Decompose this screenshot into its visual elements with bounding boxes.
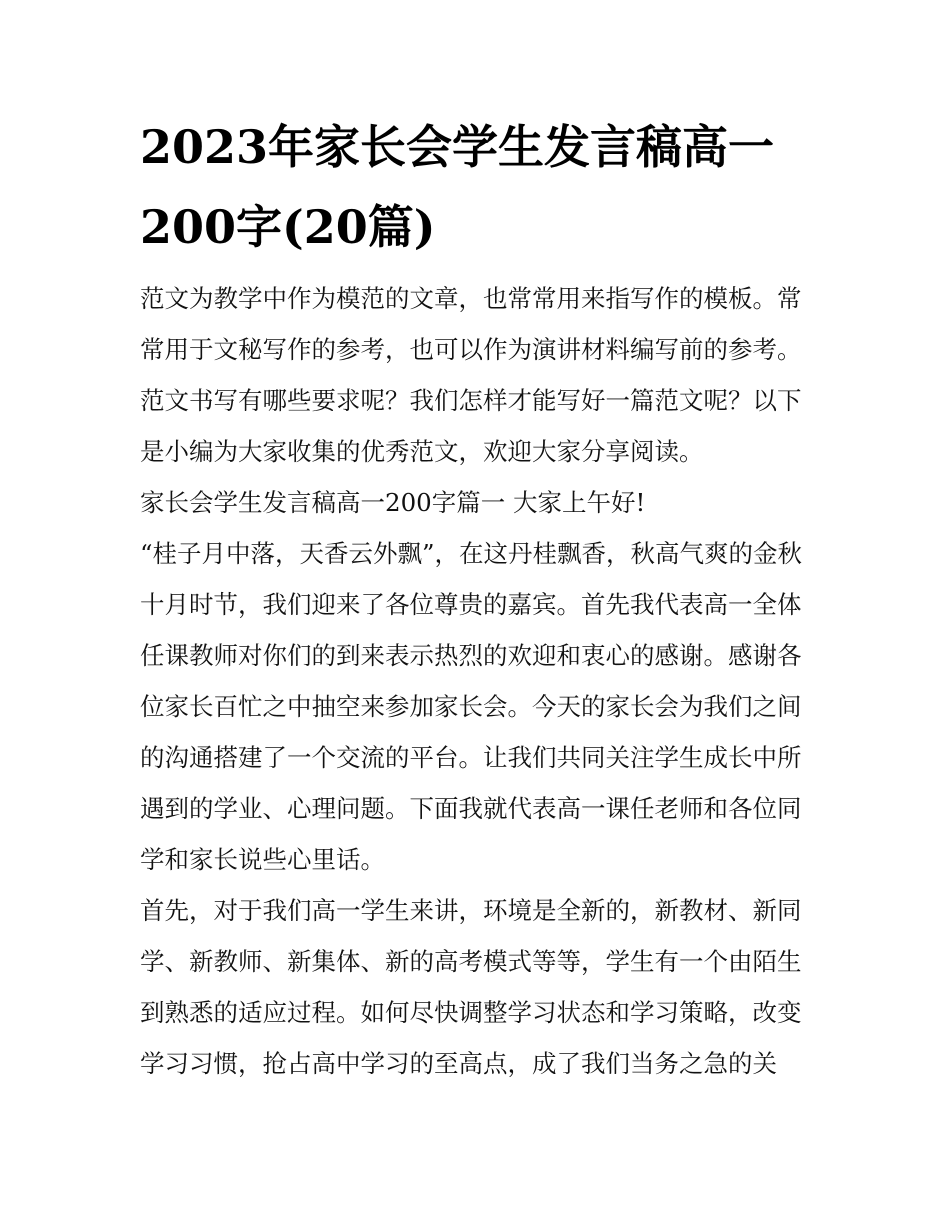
text-line: 遇到的学业、心理问题。下面我就代表高一课任老师和各位同: [140, 794, 802, 823]
text-line: 学、新教师、新集体、新的高考模式等等，学生有一个由陌生: [140, 947, 802, 976]
text-line: “桂子月中落，天香云外飘”，在这丹桂飘香，秋高气爽的金秋: [140, 539, 803, 568]
text-line: 到熟悉的适应过程。如何尽快调整学习状态和学习策略，改变: [140, 998, 802, 1027]
text-line: 任课教师对你们的到来表示热烈的欢迎和衷心的感谢。感谢各: [140, 641, 802, 670]
text-line: 是小编为大家收集的优秀范文，欢迎大家分享阅读。: [140, 437, 704, 466]
text-line: 范文书写有哪些要求呢？我们怎样才能写好一篇范文呢？以下: [140, 386, 802, 415]
document-title-line-1: 2023年家长会学生发言稿高一: [140, 120, 775, 174]
text-line: 学和家长说些心里话。: [140, 845, 385, 874]
text-line: 首先，对于我们高一学生来讲，环境是全新的，新教材、新同: [140, 896, 802, 925]
text-line: 的沟通搭建了一个交流的平台。让我们共同关注学生成长中所: [140, 743, 802, 772]
text-line: 学习习惯，抢占高中学习的至高点，成了我们当务之急的关: [140, 1049, 777, 1078]
document-title-line-2: 200字(20篇): [140, 200, 436, 254]
text-line: 十月时节，我们迎来了各位尊贵的嘉宾。首先我代表高一全体: [140, 590, 802, 619]
text-line: 范文为教学中作为模范的文章，也常常用来指写作的模板。常: [140, 284, 802, 313]
text-line: 位家长百忙之中抽空来参加家长会。今天的家长会为我们之间: [140, 692, 802, 721]
text-line: 家长会学生发言稿高一200字篇一 大家上午好!: [140, 488, 646, 517]
text-line: 常用于文秘写作的参考，也可以作为演讲材料编写前的参考。: [140, 335, 802, 364]
